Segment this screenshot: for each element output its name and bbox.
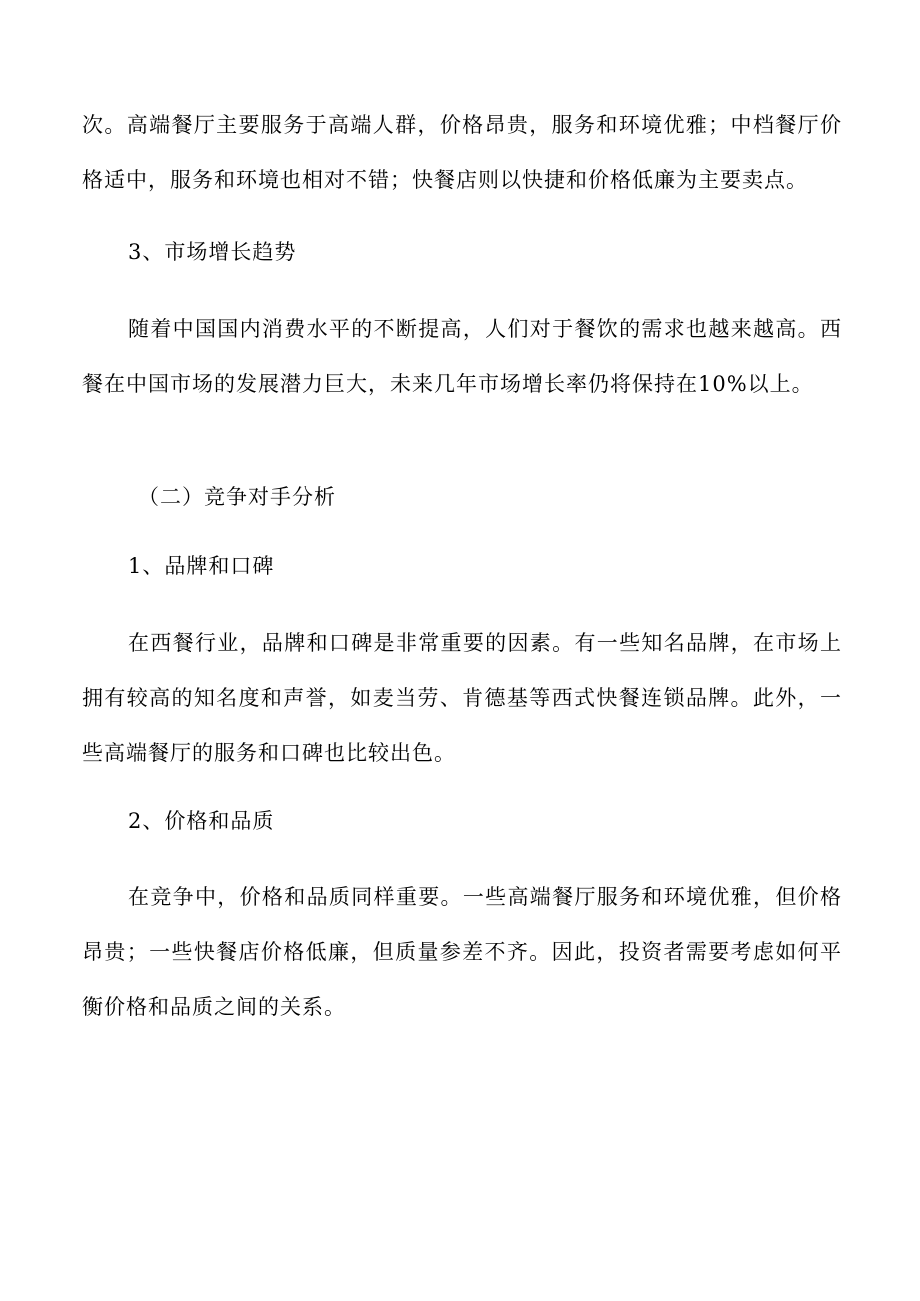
paragraph-price-quality: 在竞争中，价格和品质同样重要。一些高端餐厅服务和环境优雅，但价格昂贵；一些快餐店价格低廉，但质量参差不齐。因此，投资者需要考虑如何平衡价格和品质之间的关系。 bbox=[82, 885, 842, 1019]
paragraph-brand-reputation: 在西餐行业，品牌和口碑是非常重要的因素。有一些知名品牌，在市场上拥有较高的知名度和声誉，如麦当劳、肯德基等西式快餐连锁品牌。此外，一些高端餐厅的服务和口碑也比较出色。 bbox=[82, 631, 842, 765]
paragraph-market-growth: 随着中国国内消费水平的不断提高，人们对于餐饮的需求也越来越高。西餐在中国市场的发展潜力巨大，未来几年市场增长率仍将保持在10%以上。 bbox=[82, 317, 842, 396]
heading-competitor-analysis: （二）竞争对手分析 bbox=[138, 485, 336, 509]
heading-market-growth: 3、市场增长趋势 bbox=[128, 240, 297, 264]
heading-brand-reputation: 1、品牌和口碑 bbox=[128, 554, 275, 578]
heading-price-quality: 2、价格和品质 bbox=[128, 809, 275, 833]
paragraph-restaurant-tiers: 次。高端餐厅主要服务于高端人群，价格昂贵，服务和环境优雅；中档餐厅价格适中，服务和环境也相对不错；快餐店则以快捷和价格低廉为主要卖点。 bbox=[82, 113, 842, 192]
